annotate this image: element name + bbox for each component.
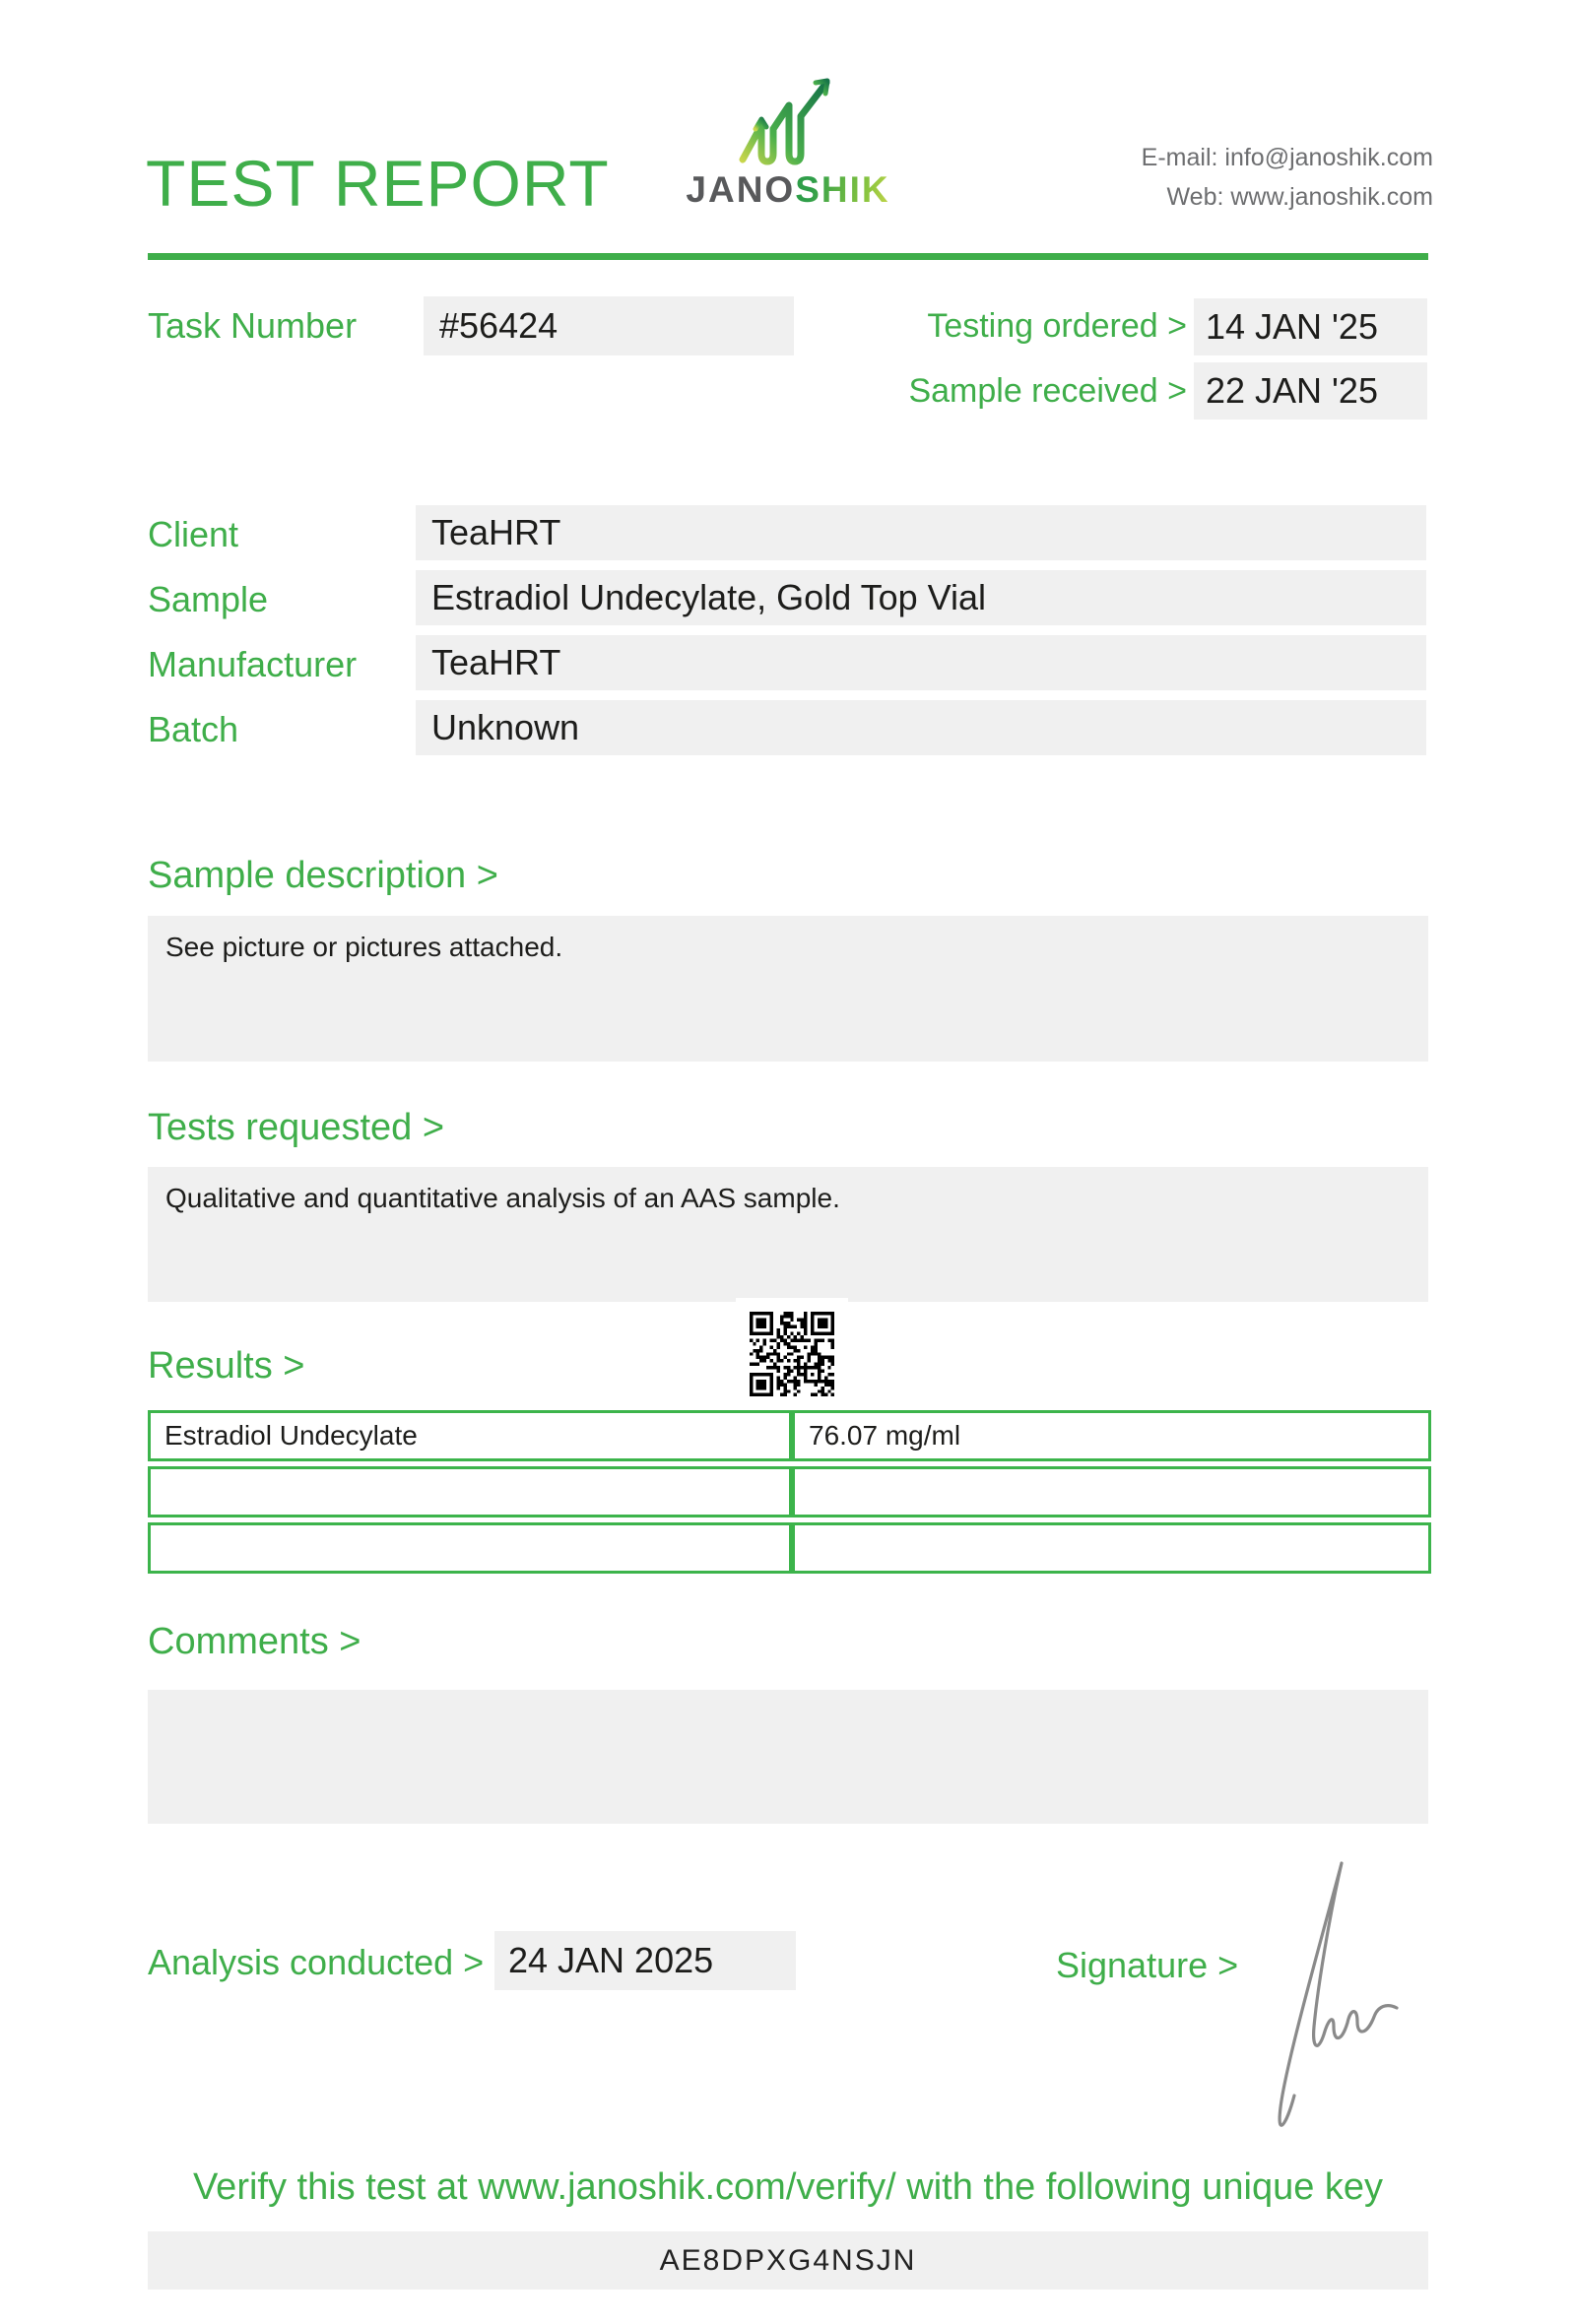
comments-box <box>148 1690 1428 1824</box>
manufacturer-value: TeaHRT <box>416 635 1426 690</box>
janoshik-logo-icon <box>737 75 839 165</box>
manufacturer-label: Manufacturer <box>148 644 358 684</box>
contact-web: Web: www.janoshik.com <box>1166 183 1433 211</box>
contact-block <box>1142 138 1433 217</box>
result-analyte <box>148 1522 792 1574</box>
sample-description-box <box>148 916 1428 1062</box>
results-heading: Results > <box>148 1345 305 1387</box>
sample-description-heading: Sample description > <box>148 855 498 896</box>
sample-description-body: See picture or pictures attached. <box>165 932 563 962</box>
result-row <box>148 1522 1431 1574</box>
comments-heading: Comments > <box>148 1621 361 1662</box>
result-analyte <box>148 1466 792 1517</box>
result-value <box>792 1522 1431 1574</box>
contact-email: E-mail: info@janoshik.com <box>1141 144 1433 171</box>
tests-requested-box <box>148 1167 1428 1302</box>
sample-value: Estradiol Undecylate, Gold Top Vial <box>416 570 1426 625</box>
logo-text-gray: JANO <box>686 169 796 210</box>
page-title: TEST REPORT <box>146 147 610 220</box>
signature-label: Signature > <box>1056 1945 1239 1985</box>
client-value: TeaHRT <box>416 505 1426 560</box>
result-value: 76.07 mg/ml <box>792 1410 1431 1461</box>
sample-label: Sample <box>148 579 269 619</box>
task-number-value: #56424 <box>424 296 794 355</box>
verify-key: AE8DPXG4NSJN <box>148 2231 1428 2290</box>
batch-value: Unknown <box>416 700 1426 755</box>
client-label: Client <box>148 514 239 554</box>
tests-requested-body: Qualitative and quantitative analysis of an AAS sample. <box>165 1183 840 1213</box>
result-value <box>792 1466 1431 1517</box>
janoshik-logo-wordmark <box>640 169 936 211</box>
tests-requested-heading: Tests requested > <box>148 1107 445 1148</box>
results-table <box>148 1405 1431 1579</box>
analysis-conducted-date: 24 JAN 2025 <box>494 1931 796 1990</box>
testing-ordered-label: Testing ordered > <box>927 307 1187 345</box>
signature-image <box>1243 1847 1411 2148</box>
qr-code <box>736 1298 848 1410</box>
logo-text-green: SHIK <box>795 169 890 210</box>
task-number-label: Task Number <box>148 305 358 346</box>
result-row <box>148 1410 1431 1461</box>
result-analyte: Estradiol Undecylate <box>148 1410 792 1461</box>
header-rule <box>148 253 1428 260</box>
analysis-conducted-label: Analysis conducted > <box>148 1942 485 1982</box>
testing-ordered-value: 14 JAN '25 <box>1194 298 1427 355</box>
sample-received-label: Sample received > <box>908 372 1187 410</box>
verify-instruction: Verify this test at www.janoshik.com/verify/ with the following unique key <box>192 2166 1384 2208</box>
result-row <box>148 1466 1431 1517</box>
batch-label: Batch <box>148 709 239 749</box>
sample-received-value: 22 JAN '25 <box>1194 362 1427 420</box>
